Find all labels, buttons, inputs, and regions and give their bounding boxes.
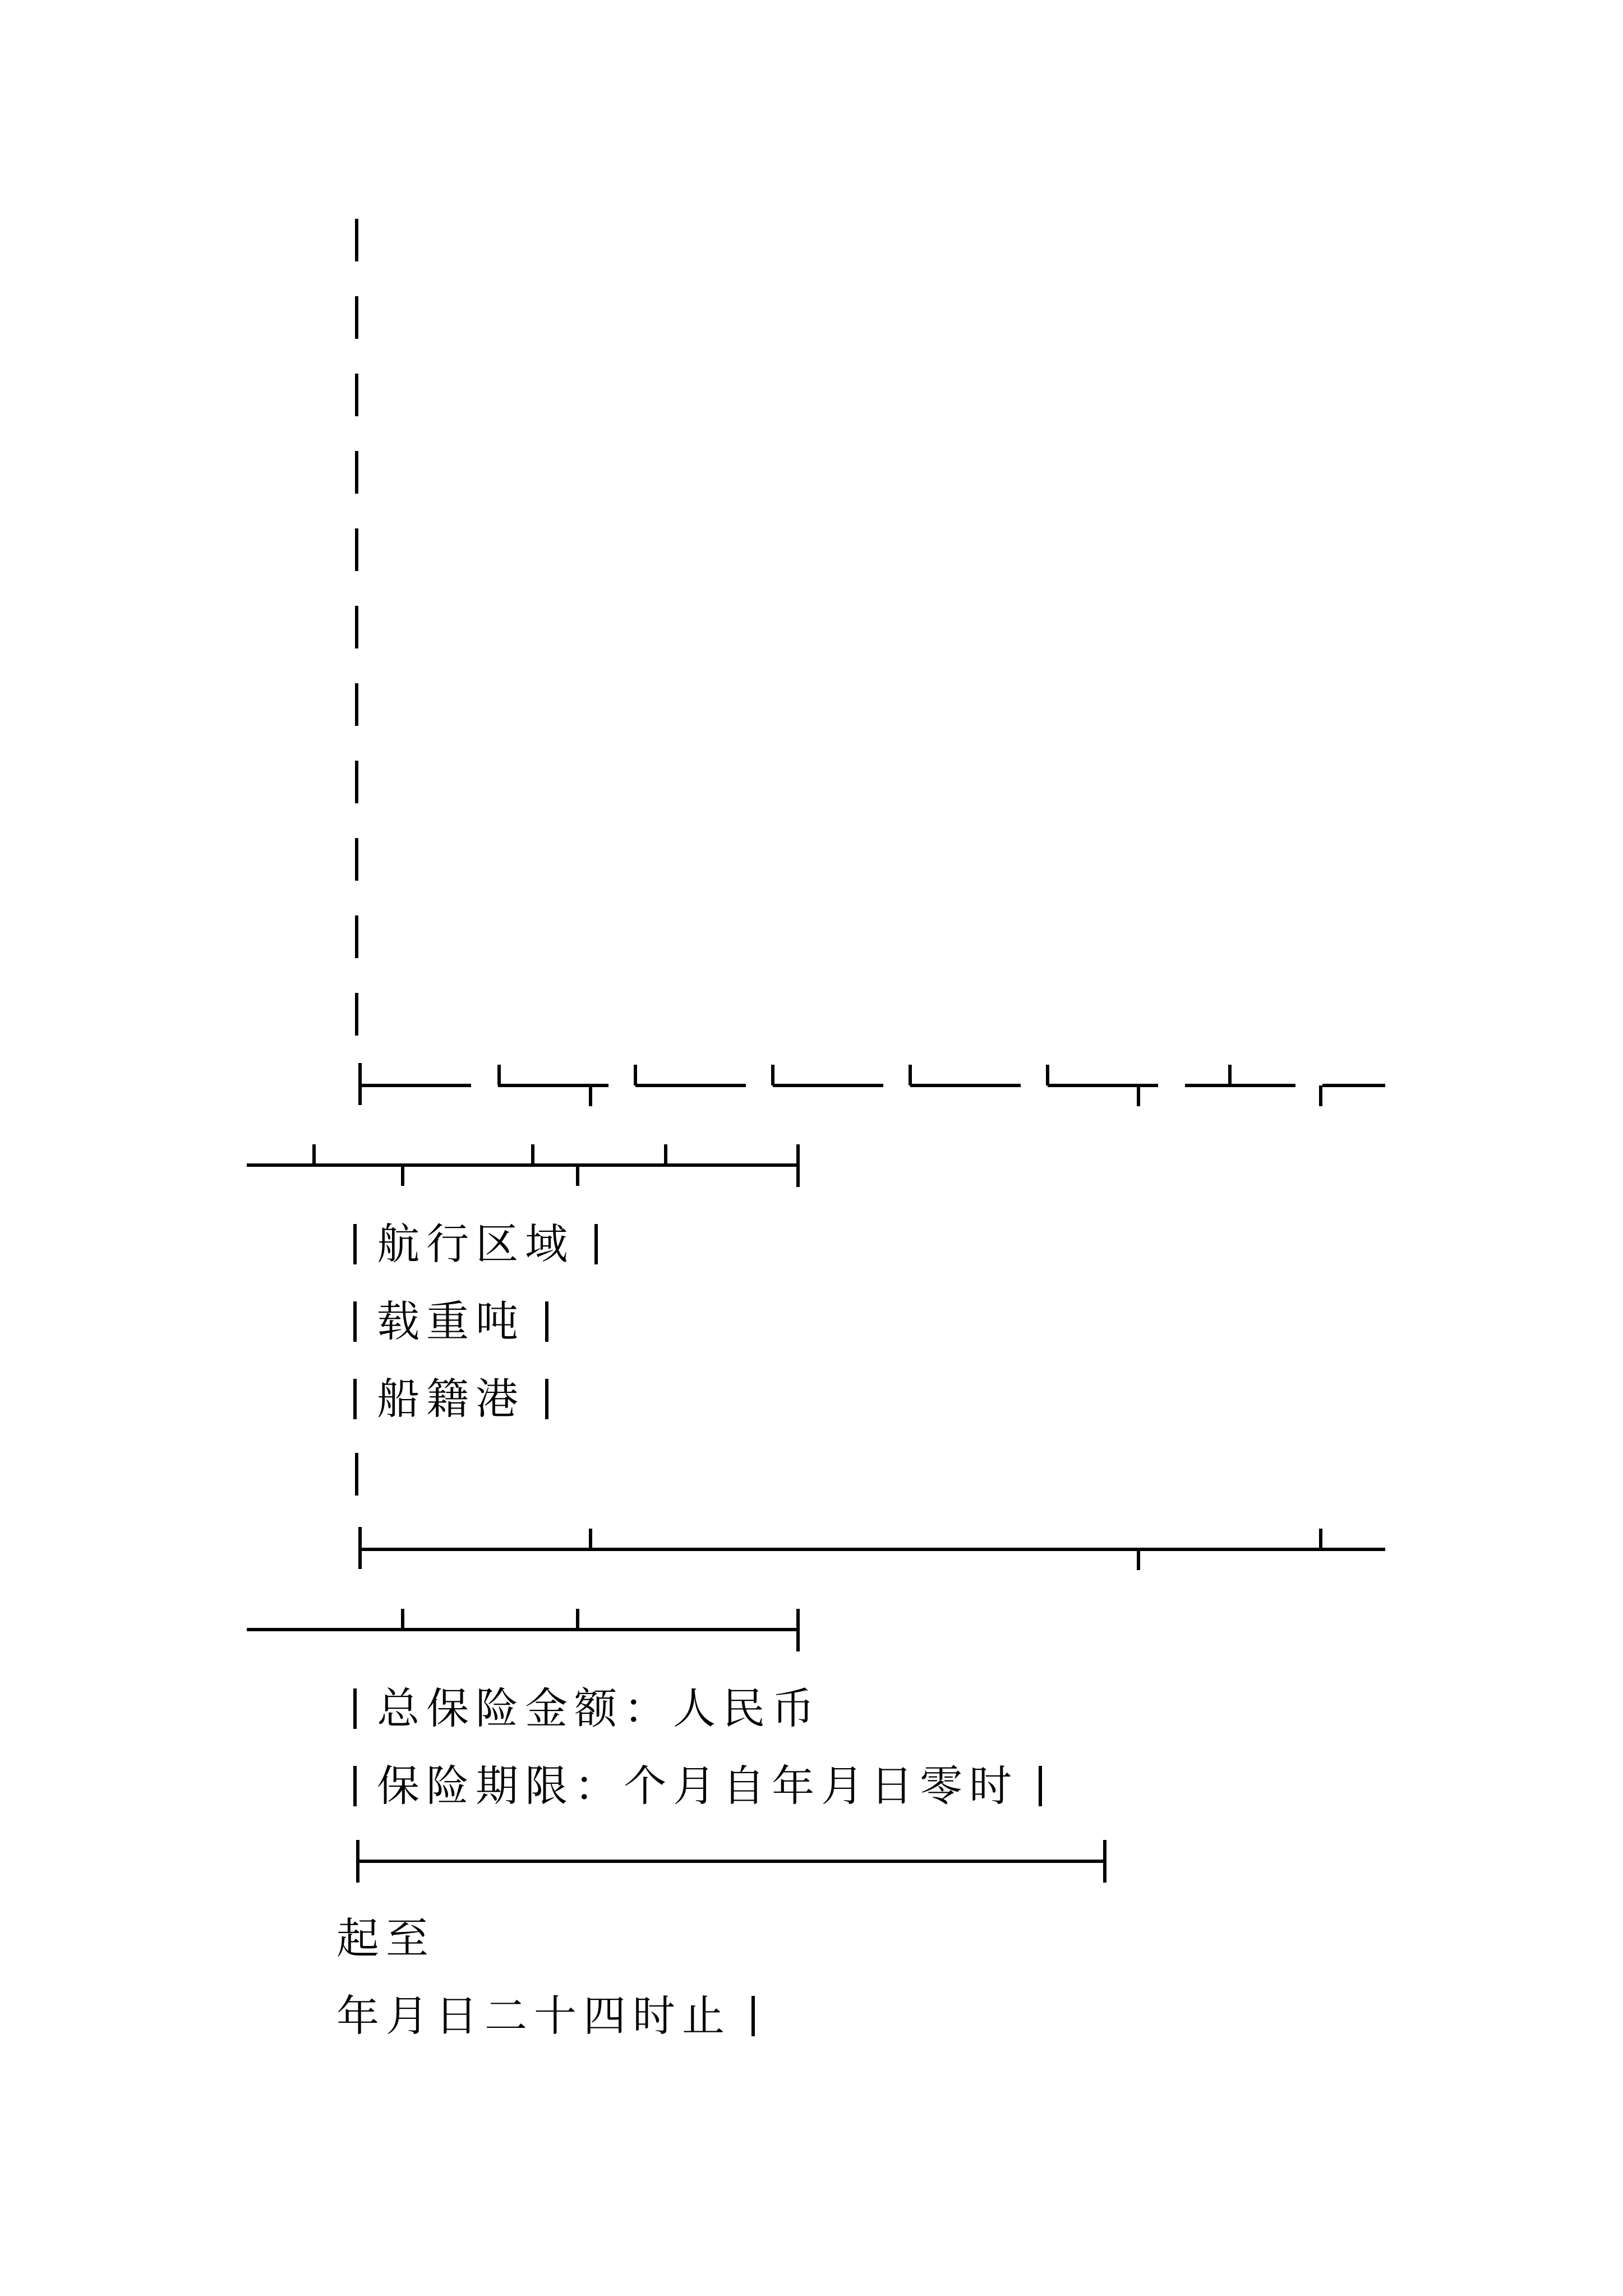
cell-border (751, 1996, 755, 2036)
period-from-label: 起至 (336, 1913, 435, 1963)
cell-border (353, 1301, 357, 1342)
cell-border (545, 1301, 548, 1342)
cell-border (353, 1766, 357, 1806)
cell-border (545, 1379, 548, 1419)
period-from-row (336, 1913, 435, 1963)
cell-border (594, 1224, 598, 1264)
cell-border (353, 1688, 357, 1729)
total-sum-insured-row (353, 1683, 822, 1733)
port-of-registry-label: 船籍港 (377, 1374, 525, 1424)
deadweight-row (353, 1296, 548, 1346)
deadweight-label: 载重吨 (377, 1296, 525, 1346)
port-of-registry-row (353, 1374, 548, 1424)
period-end-label: 年月日二十四时止 (336, 1991, 731, 2041)
total-sum-insured-label: 总保险金额：人民币 (377, 1683, 822, 1733)
cell-border (353, 1224, 357, 1264)
cell-border (1039, 1766, 1042, 1806)
insurance-period-label: 保险期限：个月自年月日零时 (377, 1761, 1019, 1811)
navigation-area-row (353, 1219, 598, 1269)
cell-border (353, 1379, 357, 1419)
period-end-row (336, 1991, 755, 2041)
insurance-period-row (353, 1761, 1042, 1811)
navigation-area-label: 航行区域 (377, 1219, 575, 1269)
